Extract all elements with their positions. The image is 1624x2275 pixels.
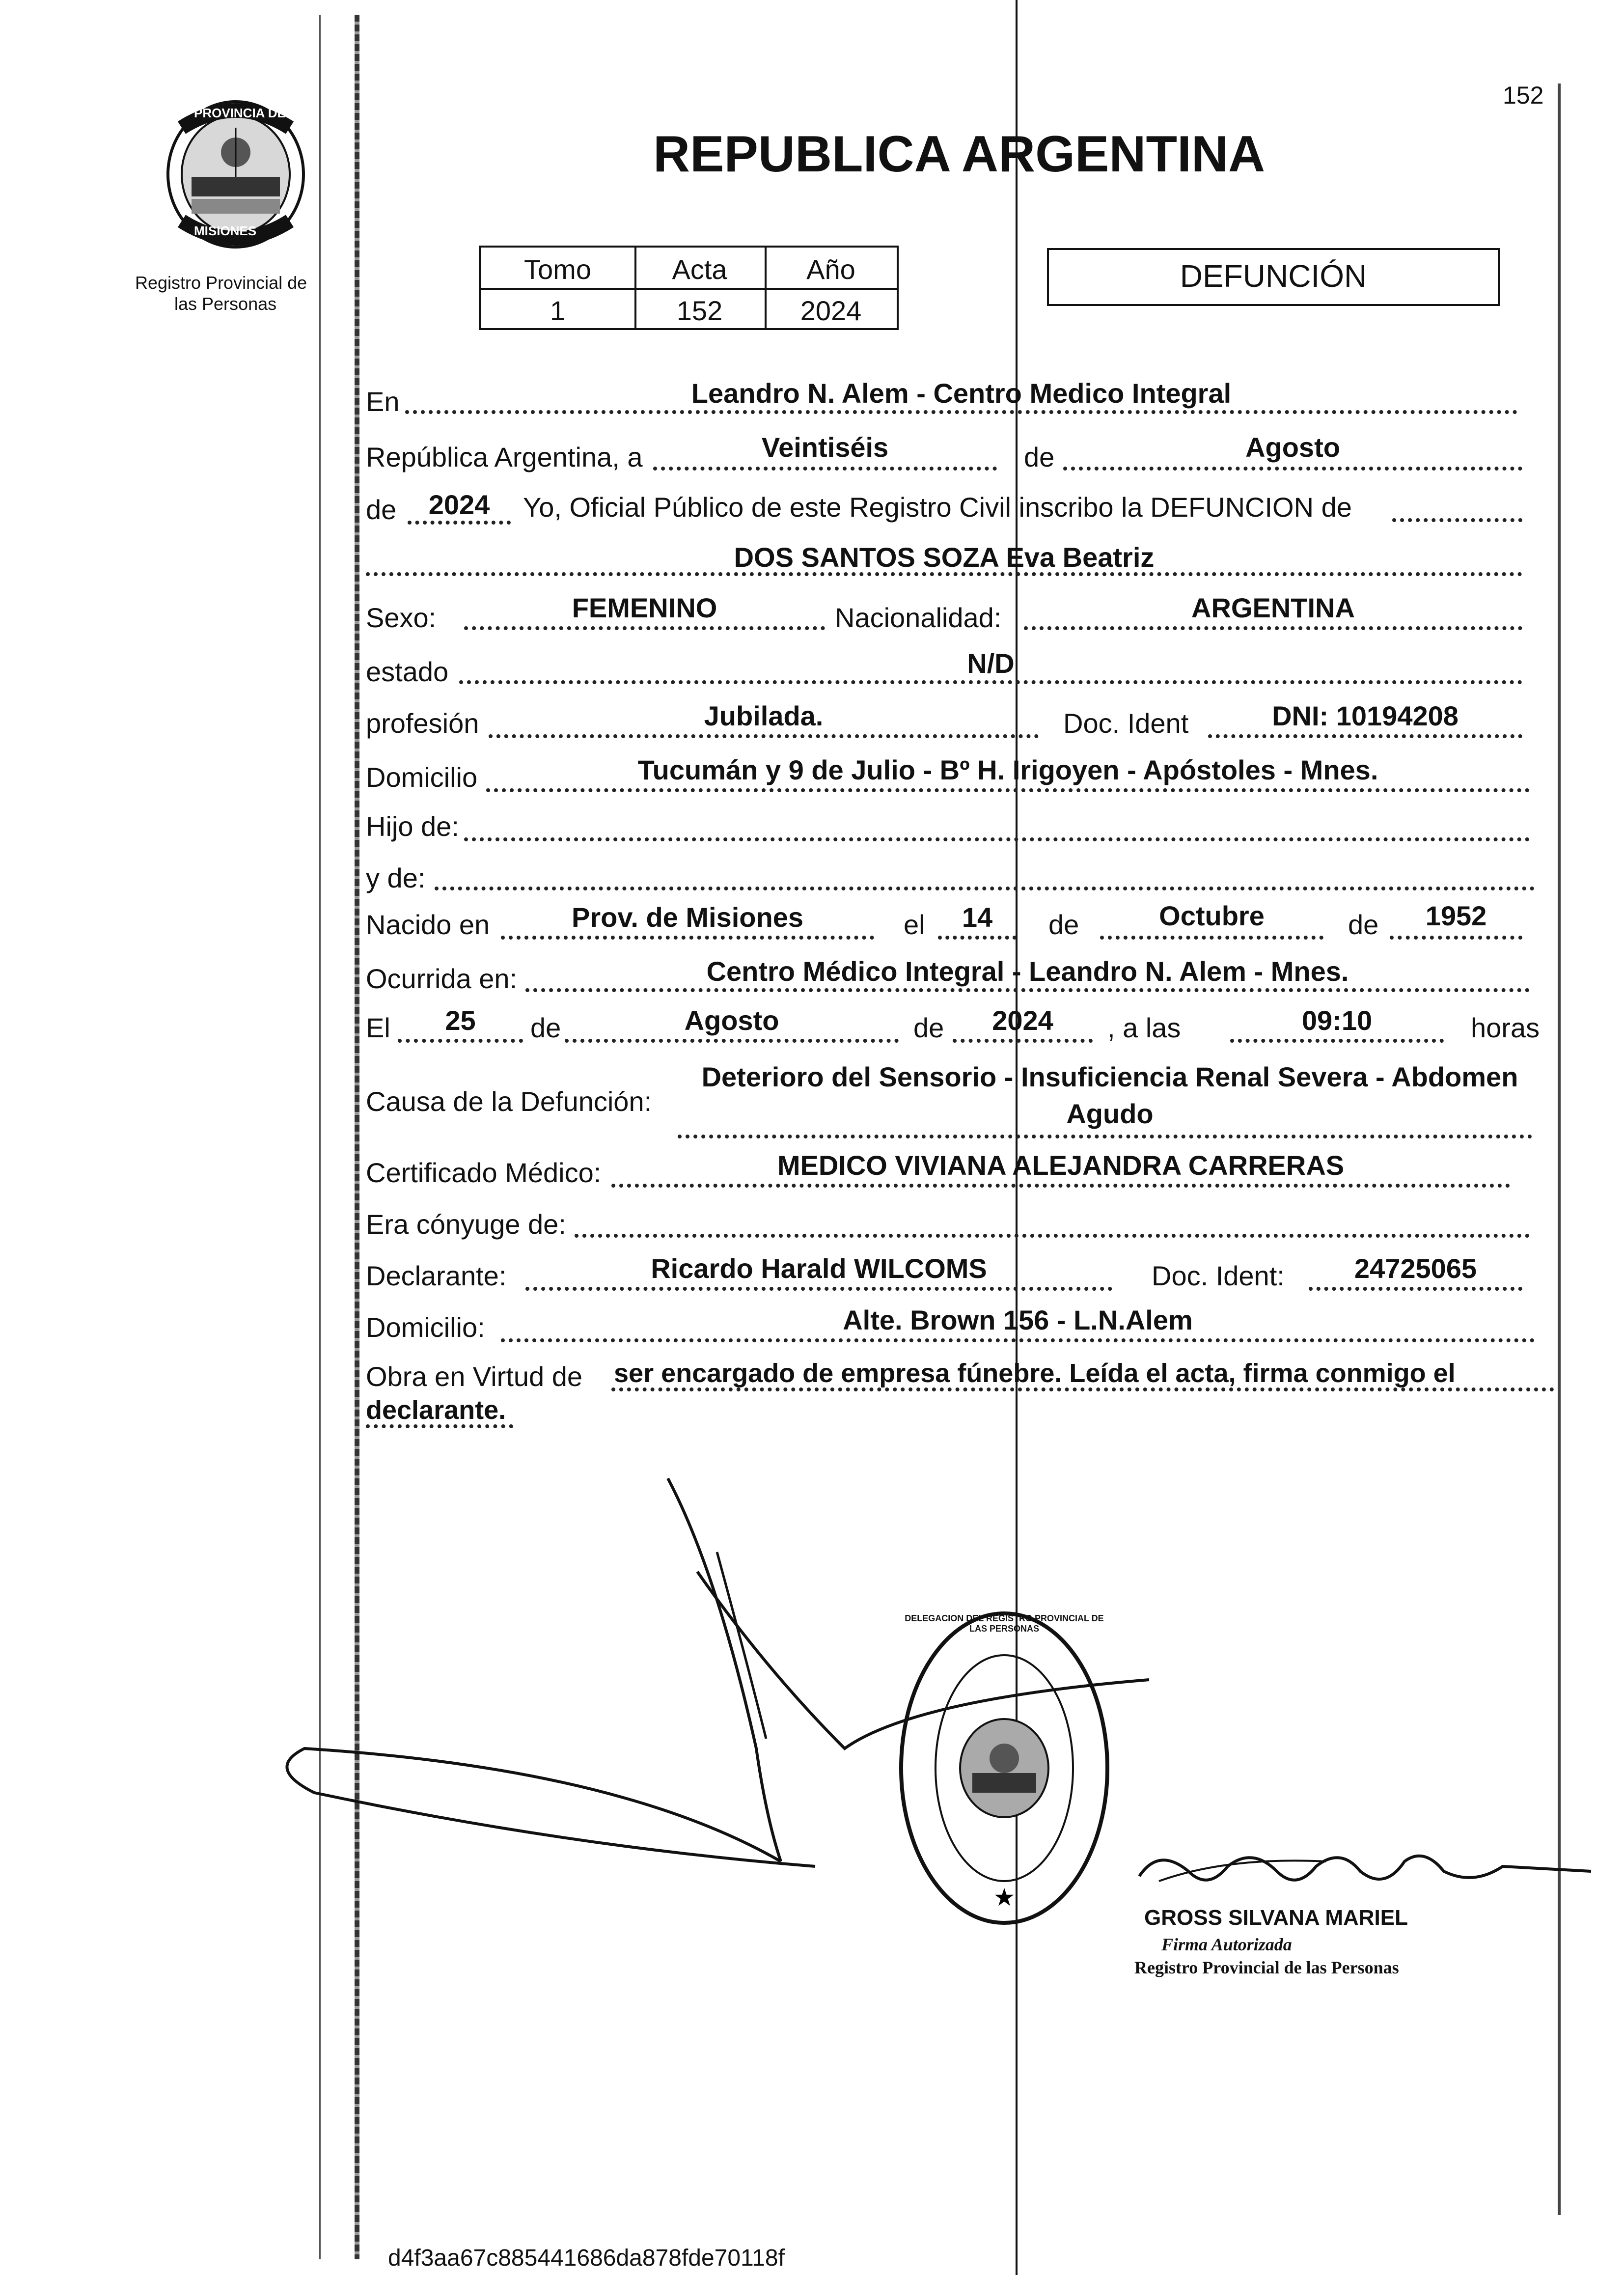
causa-line1: Deterioro del Sensorio - Insuficiencia Renal Severa - Abdomen bbox=[701, 1061, 1518, 1092]
nacido-label: Nacido en bbox=[366, 909, 490, 940]
decl-dom-line bbox=[501, 1338, 1535, 1342]
decl-doc-line bbox=[1309, 1287, 1522, 1291]
ocurrida-line bbox=[525, 988, 1530, 992]
nombre-value: DOS SANTOS SOZA Eva Beatriz bbox=[734, 542, 1155, 573]
nacido-line bbox=[501, 936, 874, 940]
registry-line1: Registro Provincial de bbox=[135, 273, 307, 293]
hijo-line bbox=[464, 837, 1530, 841]
nacionalidad-label: Nacionalidad: bbox=[835, 602, 1002, 633]
mes-value: Agosto bbox=[1245, 432, 1340, 463]
domicilio-label: Domicilio bbox=[366, 762, 478, 793]
record-value-tomo: 1 bbox=[550, 295, 566, 326]
obra-line bbox=[611, 1387, 1554, 1391]
anio-value: 2024 bbox=[428, 489, 490, 520]
obra-line2 bbox=[366, 1424, 513, 1428]
record-header-anio: Año bbox=[806, 254, 855, 285]
ocurrida-value: Centro Médico Integral - Leandro N. Alem - Mnes. bbox=[706, 956, 1349, 987]
def-de1-label: de bbox=[530, 1012, 561, 1043]
yde-label: y de: bbox=[366, 862, 426, 893]
conyuge-line bbox=[575, 1234, 1530, 1238]
causa-line2: Agudo bbox=[1066, 1098, 1154, 1129]
record-box bbox=[479, 246, 899, 330]
declarante-line bbox=[525, 1287, 1112, 1291]
cert-line bbox=[611, 1184, 1510, 1188]
estado-value: N/D bbox=[967, 648, 1015, 679]
estado-label: estado bbox=[366, 656, 449, 687]
ocurrida-label: Ocurrida en: bbox=[366, 963, 518, 994]
cert-label: Certificado Médico: bbox=[366, 1157, 602, 1188]
declarante-label: Declarante: bbox=[366, 1260, 507, 1291]
def-anio-line bbox=[953, 1039, 1093, 1043]
def-de2-label: de bbox=[913, 1012, 944, 1043]
official-role: Firma Autorizada bbox=[1161, 1935, 1292, 1954]
svg-text:★: ★ bbox=[993, 1883, 1016, 1912]
official-org: Registro Provincial de las Personas bbox=[1134, 1958, 1399, 1977]
logo-text-bottom: MISIONES bbox=[194, 223, 257, 238]
registry-line2: las Personas bbox=[174, 294, 277, 314]
official-stamp bbox=[899, 1611, 1110, 1925]
sexo-value: FEMENINO bbox=[572, 592, 717, 623]
nac-anio: 1952 bbox=[1425, 900, 1487, 931]
nac-de1-label: de bbox=[1048, 909, 1079, 940]
act-type: DEFUNCIÓN bbox=[1180, 258, 1367, 294]
decl-dom-label: Domicilio: bbox=[366, 1312, 485, 1343]
nac-de2-label: de bbox=[1348, 909, 1379, 940]
official-signature bbox=[1129, 1837, 1596, 1911]
estado-line bbox=[459, 680, 1522, 684]
en-value: Leandro N. Alem - Centro Medico Integral bbox=[691, 378, 1232, 409]
republica-label: República Argentina, a bbox=[366, 442, 643, 472]
en-label: En bbox=[366, 386, 400, 417]
nacionalidad-value: ARGENTINA bbox=[1191, 592, 1355, 623]
profesion-line bbox=[489, 734, 1039, 738]
nac-mes: Octubre bbox=[1159, 900, 1265, 931]
scan-line-left-margin bbox=[355, 15, 359, 2259]
sexo-label: Sexo: bbox=[366, 602, 437, 633]
en-line bbox=[405, 410, 1517, 414]
def-dia-line bbox=[398, 1039, 523, 1043]
nacionalidad-line bbox=[1024, 626, 1522, 630]
nac-anio-line bbox=[1390, 936, 1522, 940]
horas-label: horas bbox=[1471, 1012, 1540, 1043]
record-value-acta: 152 bbox=[676, 295, 723, 326]
declarante-value: Ricardo Harald WILCOMS bbox=[651, 1253, 987, 1284]
nac-mes-line bbox=[1100, 936, 1323, 940]
def-mes: Agosto bbox=[684, 1005, 779, 1036]
official-name: GROSS SILVANA MARIEL bbox=[1144, 1906, 1408, 1930]
yo-line bbox=[1392, 518, 1522, 522]
profesion-value: Jubilada. bbox=[704, 700, 824, 731]
causa-label: Causa de la Defunción: bbox=[366, 1086, 652, 1117]
doc-value: DNI: 10194208 bbox=[1272, 700, 1459, 731]
domicilio-line bbox=[486, 788, 1530, 792]
el2-label: El bbox=[366, 1012, 390, 1043]
stamp-ring-text: DELEGACION DEL REGISTRO PROVINCIAL DE LAS PERSONAS bbox=[905, 1613, 1104, 1634]
conyuge-label: Era cónyuge de: bbox=[366, 1209, 566, 1240]
anio-line bbox=[408, 521, 511, 525]
yo-text: Yo, Oficial Público de este Registro Civil inscribo la DEFUNCION de bbox=[523, 492, 1352, 523]
causa-line bbox=[678, 1135, 1532, 1138]
nac-dia: 14 bbox=[962, 902, 993, 933]
nacido-value: Prov. de Misiones bbox=[572, 902, 803, 933]
hora-value: 09:10 bbox=[1301, 1005, 1373, 1036]
sexo-line bbox=[464, 626, 825, 630]
nac-dia-line bbox=[938, 936, 1017, 940]
obra-label: Obra en Virtud de bbox=[366, 1361, 583, 1392]
dia-line bbox=[653, 467, 997, 471]
de-label: de bbox=[1024, 442, 1055, 472]
de2-label: de bbox=[366, 494, 397, 525]
record-value-anio: 2024 bbox=[800, 295, 862, 326]
domicilio-value: Tucumán y 9 de Julio - Bº H. Irigoyen - Apóstoles - Mnes. bbox=[637, 754, 1378, 785]
record-header-tomo: Tomo bbox=[524, 254, 591, 285]
alas-label: , a las bbox=[1107, 1012, 1181, 1043]
decl-doc-label: Doc. Ident: bbox=[1152, 1260, 1285, 1291]
doc-line bbox=[1208, 734, 1522, 738]
hijo-label: Hijo de: bbox=[366, 811, 459, 842]
cert-value: MEDICO VIVIANA ALEJANDRA CARRERAS bbox=[777, 1150, 1345, 1181]
document-title: REPUBLICA ARGENTINA bbox=[653, 126, 1266, 183]
yde-line bbox=[435, 887, 1535, 890]
def-mes-line bbox=[565, 1039, 899, 1043]
hora-line bbox=[1230, 1039, 1444, 1043]
mes-line bbox=[1063, 467, 1522, 471]
doc-label: Doc. Ident bbox=[1063, 708, 1189, 739]
document-hash: d4f3aa67c885441686da878fde70118f bbox=[388, 2245, 785, 2271]
nac-el-label: el bbox=[904, 909, 925, 940]
logo-text-top: PROVINCIA DE bbox=[194, 106, 286, 120]
obra-value: ser encargado de empresa fúnebre. Leída el acta, firma conmigo el bbox=[614, 1359, 1456, 1388]
def-anio: 2024 bbox=[992, 1005, 1053, 1036]
record-header-acta: Acta bbox=[672, 254, 727, 285]
scan-line-left-outer bbox=[319, 15, 321, 2259]
decl-dom-value: Alte. Brown 156 - L.N.Alem bbox=[843, 1304, 1193, 1335]
decl-doc-value: 24725065 bbox=[1354, 1253, 1477, 1284]
obra-value2: declarante. bbox=[366, 1395, 506, 1425]
dia-value: Veintiséis bbox=[761, 432, 889, 463]
profesion-label: profesión bbox=[366, 708, 479, 739]
def-dia: 25 bbox=[445, 1005, 476, 1036]
page-number: 152 bbox=[1503, 82, 1544, 109]
